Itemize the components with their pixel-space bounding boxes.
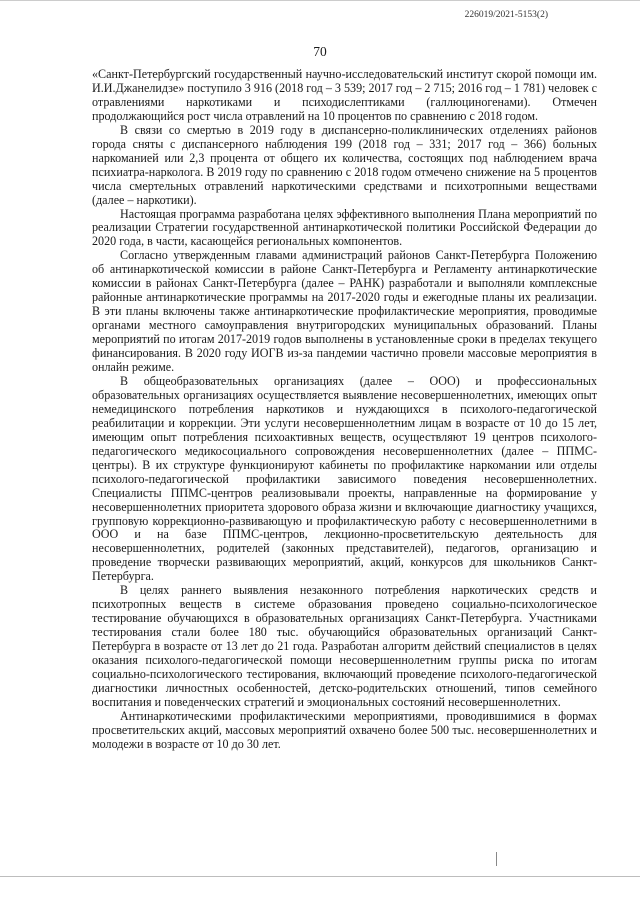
paragraph-1: «Санкт-Петербургский государственный научно-исследовательский институт скорой помощи им. И.И.Джанелидзе» поступило 3 916 (2018 год – 3 539; 2017 год – 2 715; 2016 год – 1 781) человек с отравлениями наркотиками и психодислептиками (галлюциногенами). Отмечен продолжающийся рост числа отравлений на 10 процентов по сравнению с 2018 годом. (92, 67, 597, 123)
document-id: 226019/2021-5153(2) (464, 10, 548, 20)
scan-speck (496, 852, 497, 866)
paragraph-6: В целях раннего выявления незаконного потребления наркотических средств и психотропных веществ в системе образования проведено социально-психологическое тестирование обучающихся в образовательных организациях Санкт-Петербурга. Участниками тестирования стали более 180 тыс. обучающийся образовательных организаций Санкт-Петербурга в возрасте от 13 лет до 21 года. Разработан алгоритм действий специалистов в целях оказания психолого-педагогической помощи несовершеннолетним группы риска по итогам социально-психологического тестирования, включающий проведение психолого-педагогической диагностики личностных особенностей, детско-родительских отношений, типов семейного воспитания и поведенческих стратегий и эмоциональных состояний несовершеннолетних. (92, 583, 597, 709)
document-body (92, 68, 597, 752)
paragraph-4: Согласно утвержденным главами администраций районов Санкт-Петербурга Положению об антинаркотической комиссии в районе Санкт-Петербурга и Регламенту антинаркотические комиссии в районах Санкт-Петербурга (далее – РАНК) разработали и выполняли комплексные районные антинаркотические программы на 2017-2020 годы и ежегодные планы их реализации. В эти планы включены также антинаркотические профилактические мероприятия, проводимые органами местного самоуправления внутригородских муниципальных образований. Планы мероприятий по итогам 2017-2019 годов выполнены в установленные сроки в пределах текущего финансирования. В 2020 году ИОГВ из-за пандемии частично провели массовые мероприятия в онлайн режиме. (92, 248, 597, 375)
scan-edge-bottom (0, 876, 640, 877)
paragraph-5: В общеобразовательных организациях (далее – ООО) и профессиональных образовательных организациях осуществляется выявление несовершеннолетних, имеющих опыт немедицинского потребления наркотиков и нуждающихся в психолого-педагогической реабилитации и коррекции. Эти услуги несовершеннолетним лицам в возрасте от 10 до 15 лет, имеющим опыт потребления психоактивных веществ, осуществляют 19 центров психолого-педагогического медикосоциального сопровождения несовершеннолетних (далее – ППМС-центры). В их структуре функционируют кабинеты по профилактике наркомании или отделы психолого-педагогической профилактики зависимого поведения несовершеннолетних. Специалисты ППМС-центров реализовывали проекты, направленные на формирование у несовершеннолетних приоритета здорового образа жизни и включающие диагностику учащихся, групповую коррекционно-развивающую и профилактическую работу с несовершеннолетними в ООО и на базе ППМС-центров, лекционно-просветительскую деятельность для несовершеннолетних, родителей (законных представителей), педагогов, организацию и проведение творчески развивающих мероприятий, акций, конкурсов для школьников Санкт-Петербурга. (92, 373, 597, 584)
paragraph-2: В связи со смертью в 2019 году в диспансерно-поликлинических отделениях районов города сняты с диспансерного наблюдения 199 (2018 год – 331; 2017 год – 366) больных наркоманией или 2,3 процента от общего их количества, состоящих под наблюдением врача психиатра-нарколога. В 2019 году по сравнению с 2018 годом отмечено снижение на 5 процентов числа смертельных отравлений наркотическими средствами и психотропными веществами (далее – наркотики). (92, 122, 597, 207)
paragraph-7: Антинаркотическими профилактическими мероприятиями, проводившимися в формах просветительских акций, массовых мероприятий охвачено более 500 тыс. несовершеннолетних и молодежи в возрасте от 10 до 30 лет. (92, 708, 597, 751)
paragraph-3: Настоящая программа разработана целях эффективного выполнения Плана мероприятий по реализации Стратегии государственной антинаркотической политики Российской Федерации до 2020 года, в части, касающейся региональных компонентов. (92, 206, 597, 249)
scan-edge-top (0, 0, 640, 1)
page-number: 70 (313, 44, 327, 59)
